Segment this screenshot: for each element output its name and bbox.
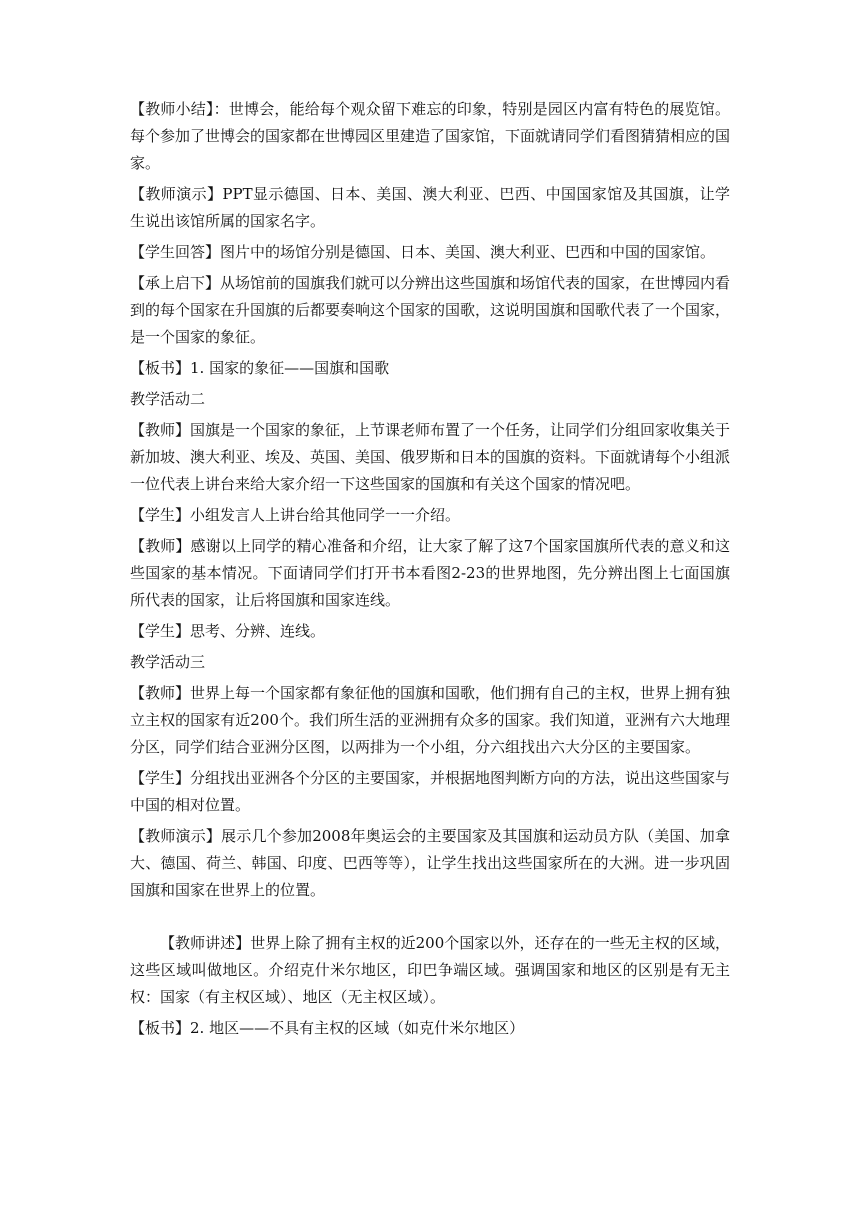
- teacher-summary-paragraph: 【教师小结】：世博会，能给每个观众留下难忘的印象，特别是园区内富有特色的展览馆。每个参加了世博会的国家都在世博园区里建造了国家馆，下面就请同学们看图猜猜相应的国家。: [130, 100, 731, 172]
- paragraph-gap: [130, 908, 730, 930]
- teacher-lecture-paragraph: 【教师讲述】世界上除了拥有主权的近200个国家以外，还存在的一些无主权的区域，这些区域叫做地区。介绍克什米尔地区，印巴争端区域。强调国家和地区的区别是有无主权：国家（有主权区域）、地区（无主权区域）。: [130, 934, 730, 1006]
- student-answer-paragraph: 【学生回答】图片中的场馆分别是德国、日本、美国、澳大利亚、巴西和中国的国家馆。: [130, 243, 716, 261]
- board-note-1: 【板书】1. 国家的象征——国旗和国歌: [130, 359, 390, 377]
- activity-two-heading: 教学活动二: [130, 390, 206, 408]
- teacher-demo-paragraph: 【教师演示】PPT显示德国、日本、美国、澳大利亚、巴西、中国国家馆及其国旗，让学生说出该馆所属的国家名字。: [130, 185, 730, 230]
- teacher-flags-paragraph: 【教师】国旗是一个国家的象征，上节课老师布置了一个任务，让同学们分组回家收集关于新加坡、澳大利亚、埃及、英国、美国、俄罗斯和日本的国旗的资料。下面就请每个小组派一位代表上讲台来给大家介绍一下这些国家的国旗和有关这个国家的情况吧。: [130, 421, 731, 493]
- student-asia-paragraph: 【学生】分组找出亚洲各个分区的主要国家，并根据地图判断方向的方法，说出这些国家与中国的相对位置。: [130, 769, 731, 814]
- activity-three-heading: 教学活动三: [130, 653, 206, 671]
- student-intro-paragraph: 【学生】小组发言人上讲台给其他同学一一介绍。: [130, 506, 461, 524]
- student-think-paragraph: 【学生】思考、分辨、连线。: [130, 622, 326, 640]
- transition-paragraph: 【承上启下】从场馆前的国旗我们就可以分辨出这些国旗和场馆代表的国家，在世博园内看到的每个国家在升国旗的后都要奏响这个国家的国歌，这说明国旗和国歌代表了一个国家，是一个国家的象征。: [130, 274, 731, 346]
- teacher-asia-paragraph: 【教师】世界上每一个国家都有象征他的国旗和国歌，他们拥有自己的主权，世界上拥有独立主权的国家有近200个。我们所生活的亚洲拥有众多的国家。我们知道，亚洲有六大地理分区，同学们结合亚洲分区图，以两排为一个小组，分六组找出六大分区的主要国家。: [130, 684, 731, 756]
- teacher-thanks-paragraph: 【教师】感谢以上同学的精心准备和介绍，让大家了解了这7个国家国旗所代表的意义和这些国家的基本情况。下面请同学们打开书本看图2-23的世界地图，先分辨出图上七面国旗所代表的国家，让后将国旗和国家连线。: [130, 537, 730, 609]
- document-page: [130, 96, 730, 1046]
- teacher-olympics-paragraph: 【教师演示】展示几个参加2008年奥运会的主要国家及其国旗和运动员方队（美国、加拿大、德国、荷兰、韩国、印度、巴西等等），让学生找出这些国家所在的大洲。进一步巩固国旗和国家在世界上的位置。: [130, 827, 730, 899]
- board-note-2: 【板书】2. 地区——不具有主权的区域（如克什米尔地区）: [130, 1019, 525, 1037]
